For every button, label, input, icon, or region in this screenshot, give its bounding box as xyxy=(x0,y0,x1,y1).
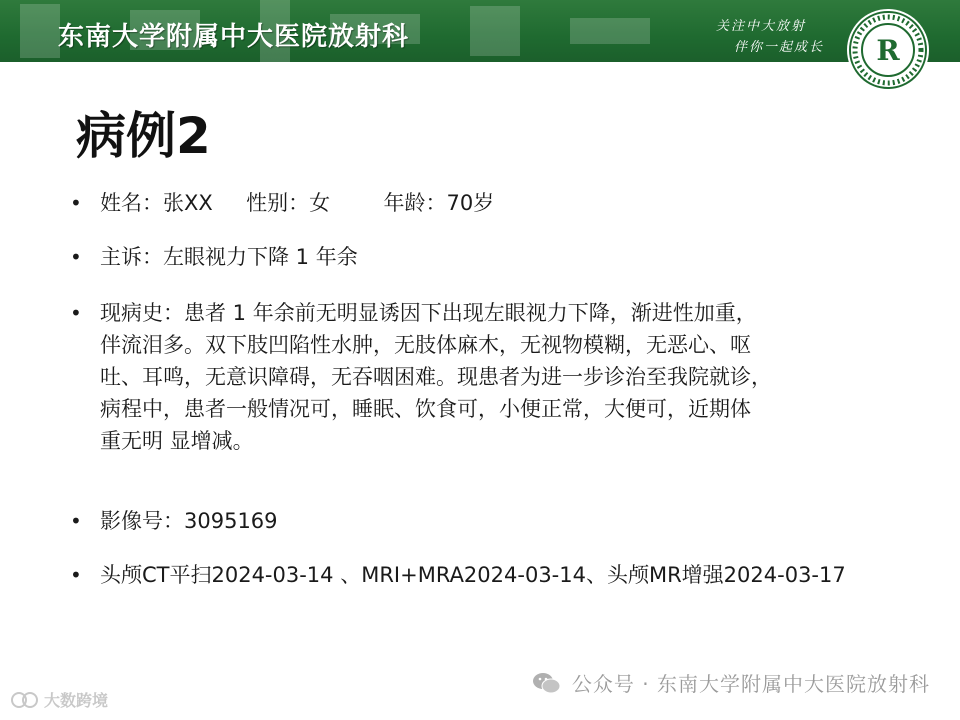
bullet-row: 病程中，患者一般情况可，睡眠、饮食可，小便正常，大便可，近期体 xyxy=(100,397,751,421)
slide-title: 病例2 xyxy=(76,107,211,165)
corner-watermark-text: 大数跨境 xyxy=(44,691,109,710)
bullet-dot: • xyxy=(70,301,82,325)
bullet-row: 头颅CT平扫2024-03-14 、MRI+MRA2024-03-14、头颅MR增强2024-03-17 xyxy=(100,563,846,587)
bullet-text xyxy=(100,559,930,591)
bullet-text xyxy=(100,297,930,457)
hospital-logo-icon xyxy=(846,8,930,92)
footer-watermark xyxy=(532,668,930,697)
cross-border-logo-icon xyxy=(10,691,40,709)
bullet-row: 影像号：3095169 xyxy=(100,509,278,533)
bullet-text xyxy=(100,241,930,273)
bullet-dot: • xyxy=(70,245,82,269)
header-bar xyxy=(0,0,960,62)
bullet-text xyxy=(100,187,930,219)
wechat-icon xyxy=(532,671,562,695)
bullet-row: 主诉：左眼视力下降 1 年余 xyxy=(100,245,358,269)
bullet-dot: • xyxy=(70,509,82,533)
bullet-row: 姓名：张XX 性别：女 年龄：70岁 xyxy=(100,191,495,215)
corner-watermark xyxy=(10,688,108,711)
bullet-row: 重无明 显增减。 xyxy=(100,429,254,453)
header-slogan-line2: 伴你一起成长 xyxy=(734,40,825,55)
bullet-dot: • xyxy=(70,563,82,587)
header-title: 东南大学附属中大医院放射科 xyxy=(58,22,410,52)
bullet-row: 现病史：患者 1 年余前无明显诱因下出现左眼视力下降，渐进性加重， xyxy=(100,301,757,325)
logo-letter: R xyxy=(876,34,900,67)
bullet-text xyxy=(100,505,930,537)
header-slogan-line1: 关注中大放射 xyxy=(716,19,807,34)
bullet-dot: • xyxy=(70,191,82,215)
bullet-row: 吐、耳鸣，无意识障碍，无吞咽困难。现患者为进一步诊治至我院就诊， xyxy=(100,365,772,389)
footer-watermark-text: 公众号 · 东南大学附属中大医院放射科 xyxy=(571,672,930,696)
bullet-row: 伴流泪多。双下肢凹陷性水肿，无肢体麻木，无视物模糊，无恶心、呕 xyxy=(100,333,751,357)
